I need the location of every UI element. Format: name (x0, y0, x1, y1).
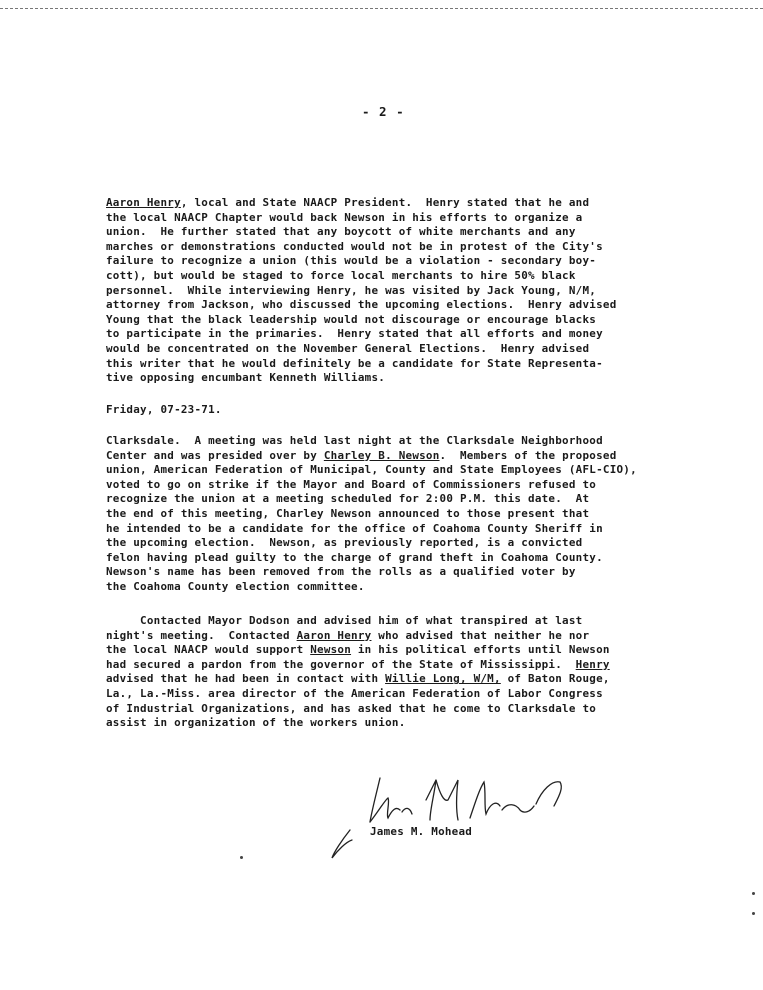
text-line (106, 629, 696, 644)
paragraph-clarksdale-meeting (106, 434, 696, 595)
text-segment: he intended to be a candidate for the office of Coahoma County Sheriff in (106, 521, 603, 535)
text-segment: union, American Federation of Municipal, County and State Employees (AFL-CIO), (106, 463, 637, 477)
stray-mark (752, 892, 755, 895)
paragraph-mayor-dodson (106, 614, 696, 731)
text-segment: night's meeting. Contacted (106, 628, 297, 642)
text-line (106, 342, 696, 357)
text-segment: of Baton Rouge, (500, 672, 610, 686)
text-segment: recognize the union at a meeting scheduled for 2:00 P.M. this date. At (106, 492, 590, 506)
text-line (106, 687, 696, 702)
text-segment: cott), but would be staged to force local merchants to hire 50% black (106, 268, 576, 282)
text-line (106, 449, 696, 464)
text-line (106, 463, 696, 478)
text-line (106, 614, 696, 629)
text-segment: failure to recognize a union (this would be a violation - secondary boy- (106, 254, 597, 268)
text-segment: marches or demonstrations conducted would not be in protest of the City's (106, 239, 603, 253)
text-line (106, 580, 696, 595)
text-segment: to participate in the primaries. Henry stated that all efforts and money (106, 327, 603, 341)
text-segment: Contacted Mayor Dodson and advised him of what transpired at last (106, 614, 583, 627)
text-segment: union. He further stated that any boycott of white merchants and any (106, 225, 576, 239)
text-segment: felon having plead guilty to the charge of grand theft in Coahoma County. (106, 550, 603, 564)
text-line (106, 702, 696, 717)
text-segment: had secured a pardon from the governor of the State of Mississippi. (106, 657, 576, 671)
text-segment: the local NAACP Chapter would back Newson in his efforts to organize a (106, 210, 583, 224)
text-segment: who advised that neither he nor (371, 628, 590, 642)
text-line (106, 327, 696, 342)
text-line (106, 313, 696, 328)
text-line (106, 254, 696, 269)
underlined-name: Aaron Henry (296, 628, 372, 642)
underlined-name: Aaron Henry (106, 196, 181, 209)
page-top-edge (0, 0, 763, 9)
paragraph-aaron-henry (106, 196, 696, 386)
text-line (106, 551, 696, 566)
text-segment: the Coahoma County election committee. (106, 579, 365, 593)
text-line (106, 672, 696, 687)
underlined-name: Willie Long, W/M, (385, 672, 501, 686)
date-line (106, 403, 696, 418)
page-number: - 2 - (362, 104, 405, 119)
text-segment: the upcoming election. Newson, as previously reported, is a convicted (106, 536, 583, 550)
text-line (106, 565, 696, 580)
text-line (106, 211, 696, 226)
text-segment: this writer that he would definitely be a candidate for State Representa- (106, 356, 603, 370)
text-segment: in his political efforts until Newson (351, 643, 610, 657)
text-segment: Center and was presided over by (106, 448, 324, 462)
text-line (106, 434, 696, 449)
text-segment: , local and State NAACP President. Henry stated that he and (180, 196, 590, 209)
text-line (106, 492, 696, 507)
signature-block (330, 770, 590, 870)
underlined-name: Henry (575, 657, 610, 671)
text-line (106, 225, 696, 240)
text-segment: voted to go on strike if the Mayor and Board of Commissioners refused to (106, 477, 597, 491)
text-segment: . Members of the proposed (439, 448, 617, 462)
text-line (106, 507, 696, 522)
text-segment: of Industrial Organizations, and has asked that he come to Clarksdale to (106, 701, 597, 715)
text-line (106, 536, 696, 551)
stray-mark (240, 856, 243, 859)
text-line (106, 298, 696, 313)
text-line (106, 478, 696, 493)
text-segment: personnel. While interviewing Henry, he was visited by Jack Young, N/M, (106, 283, 597, 297)
text-segment: advised that he had been in contact with (106, 672, 386, 686)
signer-name: James M. Mohead (370, 825, 473, 838)
stray-mark (752, 912, 755, 915)
text-line (106, 658, 696, 673)
text-line (106, 357, 696, 372)
text-line (106, 240, 696, 255)
text-segment: Newson's name has been removed from the rolls as a qualified voter by (106, 565, 576, 579)
text-segment: assist in organization of the workers union. (106, 716, 406, 730)
text-line (106, 196, 696, 211)
handwritten-signature (330, 770, 590, 870)
date-text: Friday, 07-23-71. (106, 403, 222, 416)
text-segment: attorney from Jackson, who discussed the upcoming elections. Henry advised (106, 298, 617, 312)
underlined-name: Charley B. Newson (323, 448, 440, 462)
text-segment: La., La.-Miss. area director of the American Federation of Labor Congress (106, 686, 603, 700)
text-line (106, 716, 696, 731)
text-line (106, 643, 696, 658)
text-segment: would be concentrated on the November General Elections. Henry advised (106, 341, 590, 355)
text-line (106, 269, 696, 284)
text-line (106, 522, 696, 537)
text-segment: tive opposing encumbant Kenneth Williams. (106, 371, 386, 385)
text-line (106, 284, 696, 299)
text-segment: Clarksdale. A meeting was held last night at the Clarksdale Neighborhood (106, 434, 603, 447)
text-segment: the end of this meeting, Charley Newson announced to those present that (106, 506, 590, 520)
text-segment: the local NAACP would support (106, 643, 311, 657)
text-segment: Young that the black leadership would not discourage or encourage blacks (106, 312, 597, 326)
text-line (106, 371, 696, 386)
underlined-name: Newson (310, 643, 352, 657)
